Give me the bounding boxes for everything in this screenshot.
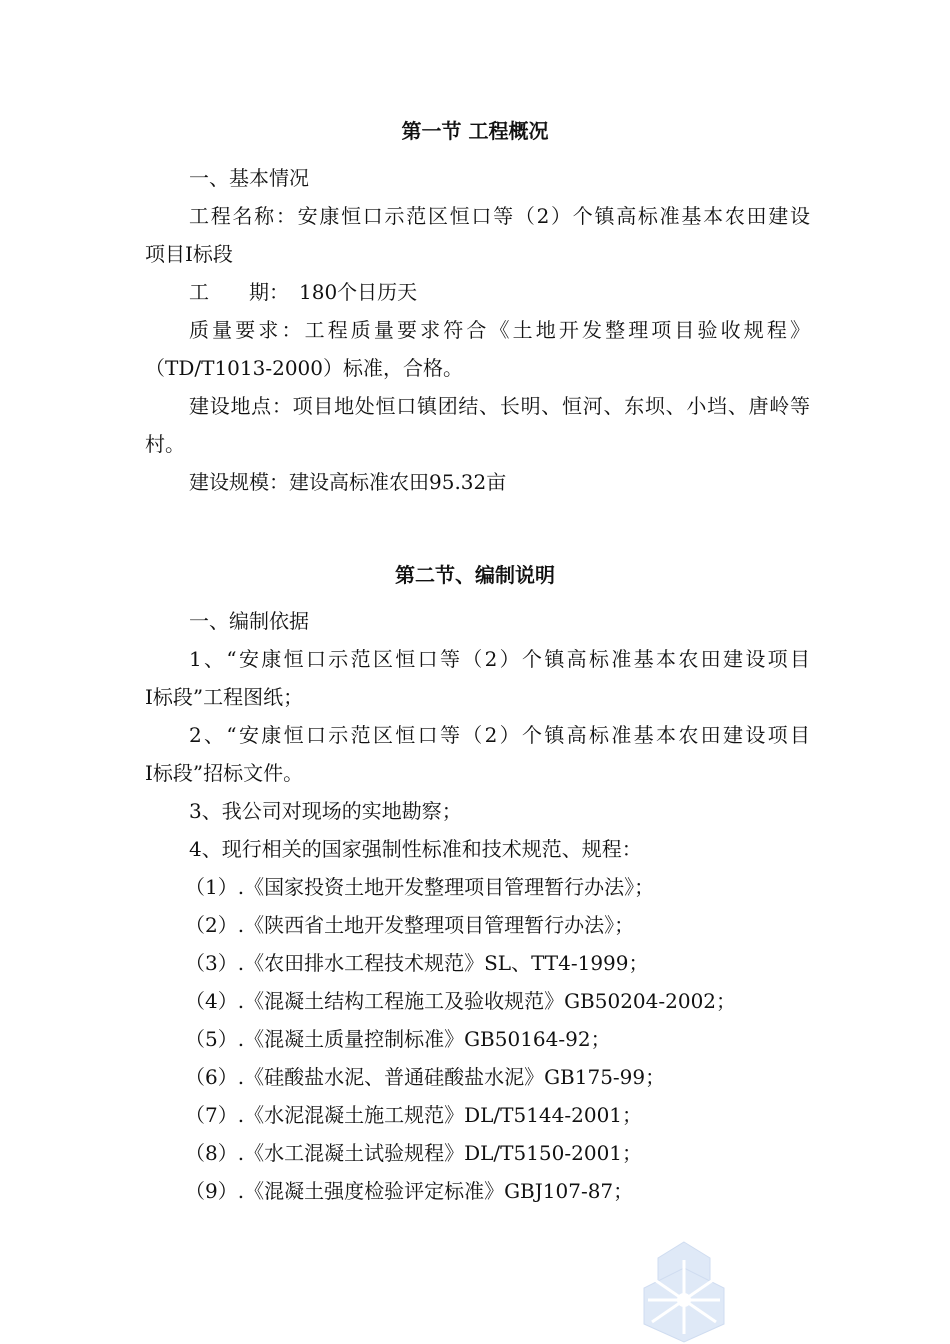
duration-line: 工 期： 180个日历天 — [189, 280, 418, 304]
subheading-basis: 一、编制依据 — [189, 609, 309, 633]
standard-item: （2）.《陕西省土地开发整理项目管理暂行办法》； — [185, 913, 635, 937]
basis-item-2: 2、“安康恒口示范区恒口等（2）个镇高标准基本农田建设项目 — [189, 723, 810, 747]
quality-requirement-line: 质量要求：工程质量要求符合《土地开发整理项目验收规程》 — [189, 318, 810, 342]
standard-item: （4）.《混凝土结构工程施工及验收规范》GB50204-2002； — [185, 989, 737, 1013]
location-line: 建设地点：项目地处恒口镇团结、长明、恒河、东坝、小垱、唐岭等 — [189, 394, 810, 418]
section-heading-notes: 第二节、编制说明 — [395, 563, 555, 587]
basis-item-1: 1、“安康恒口示范区恒口等（2）个镇高标准基本农田建设项目 — [189, 647, 810, 671]
standard-item: （7）.《水泥混凝土施工规范》DL/T5144-2001； — [185, 1103, 643, 1127]
standard-item: （9）.《混凝土强度检验评定标准》GBJ107-87； — [185, 1179, 634, 1203]
location-continued: 村。 — [145, 432, 185, 456]
basis-item-4: 4、现行相关的国家强制性标准和技术规范、规程： — [189, 837, 642, 861]
project-name-line: 工程名称：安康恒口示范区恒口等（2）个镇高标准基本农田建设 — [189, 204, 810, 228]
snowflake-watermark-icon — [628, 1238, 740, 1344]
standard-item: （1）.《国家投资土地开发整理项目管理暂行办法》； — [185, 875, 655, 899]
project-name-continued: 项目Ⅰ标段 — [145, 242, 233, 266]
basis-item-3: 3、我公司对现场的实地勘察； — [189, 799, 462, 823]
standard-item: （3）.《农田排水工程技术规范》SL、TT4-1999； — [185, 951, 649, 975]
standard-item: （6）.《硅酸盐水泥、普通硅酸盐水泥》GB175-99； — [185, 1065, 666, 1089]
basis-item-1-continued: Ⅰ标段”工程图纸； — [145, 685, 304, 709]
quality-requirement-continued: （TD/T1013-2000）标准，合格。 — [145, 356, 464, 380]
standard-item: （8）.《水工混凝土试验规程》DL/T5150-2001； — [185, 1141, 643, 1165]
section-heading-overview: 第一节 工程概况 — [401, 119, 549, 143]
scale-line: 建设规模：建设高标准农田95.32亩 — [189, 470, 507, 494]
subheading-basic-info: 一、基本情况 — [189, 166, 309, 190]
standard-item: （5）.《混凝土质量控制标准》GB50164-92； — [185, 1027, 611, 1051]
basis-item-2-continued: Ⅰ标段”招标文件。 — [145, 761, 304, 785]
